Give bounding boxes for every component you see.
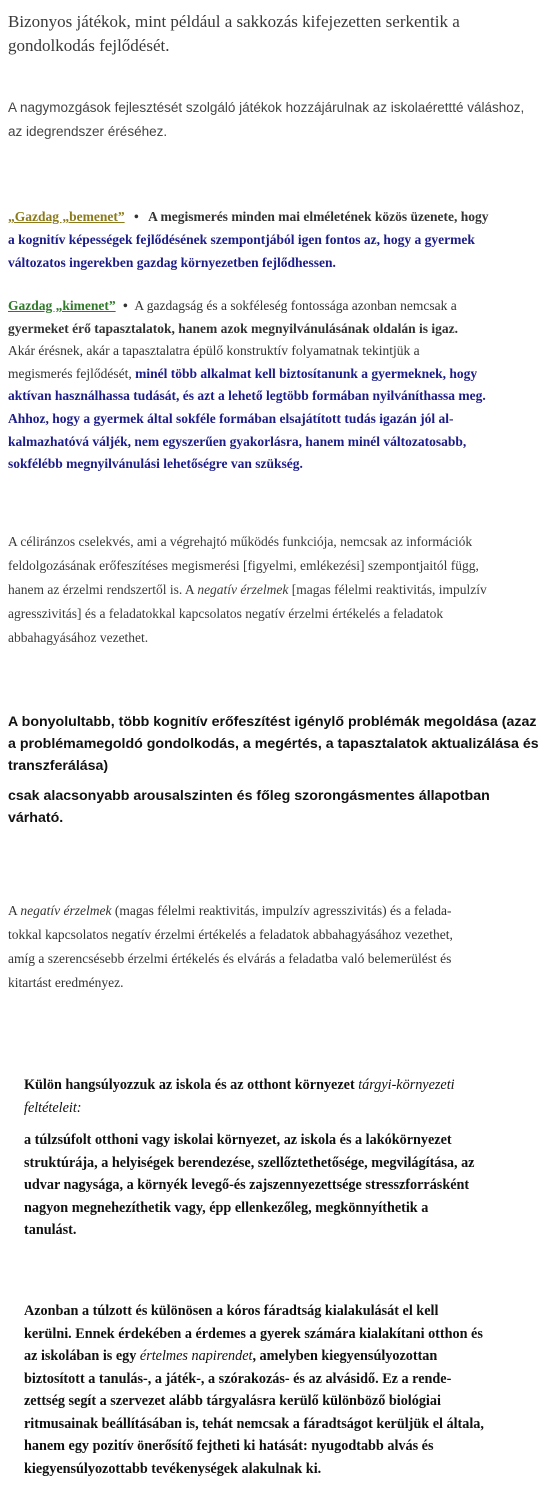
motor-games-paragraph <box>8 96 524 144</box>
rich-output-line-4-emph: minél több alkalmat kell biztosítanunk a gyermeknek, hogy <box>135 365 478 381</box>
rich-input-paragraph <box>8 205 489 274</box>
environment-line-2-italic: feltételeit: <box>24 1099 82 1116</box>
negative-emotions-paragraph <box>8 899 453 995</box>
fatigue-paragraph <box>24 1300 484 1480</box>
rich-output-paragraph <box>8 295 486 476</box>
environment-line-1-italic: tárgyi-környezeti <box>358 1077 455 1093</box>
intro-line-1: Bizonyos játékok, mint például a sakkozás kifejezetten serkentik a <box>8 12 460 31</box>
rich-output-line-4-start: megismerés fejlődését, <box>8 365 132 381</box>
intro-line-2: gondolkodás fejlődését. <box>8 36 170 55</box>
environment-line-4: struktúrája, a helyiségek berendezése, szellőztethetősége, megvilágítása, az <box>24 1154 475 1171</box>
rich-output-line-5: aktívan használhassa tudását, és azt a lehető legtöbb formában nyilváníthassa meg. <box>8 388 486 404</box>
environment-line-7: tanulást. <box>24 1222 77 1238</box>
goal-line-3 <box>8 578 487 602</box>
rich-input-title-link[interactable]: „Gazdag „bemenet” <box>8 209 125 224</box>
motor-games-line-1: A nagymozgások fejlesztését szolgáló játékok hozzájárulnak az iskolaérettté váláshoz, <box>8 100 525 115</box>
complex-line-2: a problémamegoldó gondolkodás, a megértés, a tapasztalatok aktualizálása és <box>8 736 539 752</box>
negative-line-1-italic: negatív érzelmek <box>20 903 112 918</box>
environment-paragraph <box>24 1074 474 1242</box>
intro-paragraph <box>8 10 460 58</box>
rich-output-line-3: Akár érésnek, akár a tapasztalatra épülő konstruktív folyamatnak tekintjük a <box>8 343 420 359</box>
fatigue-line-5: zettség segít a szervezet alább tárgyalásra kerülő különböző biológiai <box>24 1393 441 1409</box>
motor-games-line-2: az idegrendszer éréséhez. <box>8 124 168 139</box>
rich-output-lead: A gazdagság és a sokféleség fontossága azonban nemcsak a <box>134 298 457 313</box>
goal-line-3-start: hanem az érzelmi rendszertől is. A <box>8 582 194 597</box>
fatigue-line-3-end: , amelyben kiegyensúlyozottan <box>252 1348 438 1364</box>
rich-output-line-8: sokfélébb megnyilvánulási lehetőségre van szükség. <box>8 456 303 472</box>
goal-line-5: abbahagyásához vezethet. <box>8 630 149 645</box>
goal-line-3-italic: negatív érzelmek <box>197 582 289 597</box>
fatigue-line-8: kiegyensúlyozottabb tevékenységek alakulnak ki. <box>24 1460 322 1477</box>
goal-line-4: agresszivitás] és a feladatokkal kapcsolatos negatív érzelmi értékelés a feladatok <box>8 606 444 621</box>
environment-line-2 <box>24 1097 474 1120</box>
fatigue-line-1: Azonban a túlzott és különösen a kóros fáradtság kialakulását el kell <box>24 1303 439 1319</box>
goal-line-3-end: [magas félelmi reaktivitás, impulzív <box>291 582 487 597</box>
environment-line-1-start: Külön hangsúlyozzuk az iskola és az otthont környezet <box>24 1077 355 1093</box>
rich-output-title-link[interactable]: Gazdag „kimenet” <box>8 298 116 313</box>
negative-line-4: kitartást eredményez. <box>8 975 124 990</box>
rich-output-line-2: gyermeket érő tapasztalatok, hanem azok megnyilvánulásának oldalán is igaz. <box>8 320 459 336</box>
rich-output-line-1 <box>8 295 486 318</box>
environment-line-5: udvar nagysága, a környék levegő-és zajszennyezettsége stresszforrásként <box>24 1177 470 1193</box>
complex-problems-paragraph <box>8 711 539 829</box>
bullet: • <box>123 298 128 313</box>
goal-line-2: feldolgozásának erőfeszítéses megismerési [figyelmi, emlékezési] szempontjaitól függ, <box>8 558 479 573</box>
rich-output-line-7: kalmazhatóvá váljék, nem egyszerűen gyakorlásra, hanem minél változatosabb, <box>8 433 467 449</box>
fatigue-line-4: biztosított a tanulás-, a játék-, a szórakozás- és az alvásidő. Ez a rende- <box>24 1370 452 1387</box>
fatigue-line-2: kerülni. Ennek érdekében a érdemes a gyerek számára kialakítani otthon és <box>24 1325 483 1342</box>
goal-directed-paragraph <box>8 530 487 650</box>
environment-line-6: nagyon megnehezíthetik vagy, épp ellenkezőleg, megkönnyíthetik a <box>24 1199 429 1216</box>
bullet: • <box>133 209 139 224</box>
negative-line-3: amíg a szerencsésebb érzelmi értékelés és elvárás a feladatba való belemerülést és <box>8 951 452 966</box>
complex-line-3: transzferálása) <box>8 758 109 774</box>
negative-line-1 <box>8 899 453 923</box>
complex-line-4: csak alacsonyabb arousalszinten és főleg szorongásmentes állapotban <box>8 788 490 804</box>
complex-line-1: A bonyolultabb, több kognitív erőfeszítést igénylő problémák megoldása (azaz <box>8 714 537 730</box>
goal-line-1: A céliránzos cselekvés, ami a végrehajtó működés funkciója, nemcsak az információk <box>8 534 473 549</box>
complex-line-5: várható. <box>8 810 64 826</box>
fatigue-line-6: ritmusainak beállításában is, tehát nemcsak a fáradtságot kerüljük el általa, <box>24 1415 484 1432</box>
rich-input-line-2: a kognitív képességek fejlődésének szempontjából igen fontos az, hogy a gyermek <box>8 232 475 247</box>
rich-output-line-6: Ahhoz, hogy a gyermek által sokféle formában elsajátított tudás igazán jól al- <box>8 410 454 426</box>
fatigue-line-3-italic: értelmes napirendet <box>139 1348 253 1364</box>
rich-output-line-4 <box>8 363 486 386</box>
environment-line-1 <box>24 1074 474 1097</box>
negative-line-2: tokkal kapcsolatos negatív érzelmi értékelés a feladatok abbahagyásához vezethet, <box>8 927 453 942</box>
rich-input-line-1 <box>8 205 489 228</box>
rich-input-lead: A megismerés minden mai elméletének közös üzenete, hogy <box>148 209 489 224</box>
fatigue-line-3-start: az iskolában is egy <box>24 1348 137 1364</box>
environment-line-3: a túlzsúfolt otthoni vagy iskolai környezet, az iskola és a lakókörnyezet <box>24 1132 452 1148</box>
fatigue-line-3 <box>24 1345 484 1368</box>
negative-line-1-start: A <box>8 903 18 918</box>
fatigue-line-7: hanem egy pozitív önerősítő fejtheti ki hatását: nyugodtabb alvás és <box>24 1438 434 1454</box>
rich-input-line-3: változatos ingerekben gazdag környezetben fejlődhessen. <box>8 255 336 270</box>
negative-line-1-end: (magas félelmi reaktivitás, impulzív agresszivitás) és a felada- <box>114 903 452 918</box>
